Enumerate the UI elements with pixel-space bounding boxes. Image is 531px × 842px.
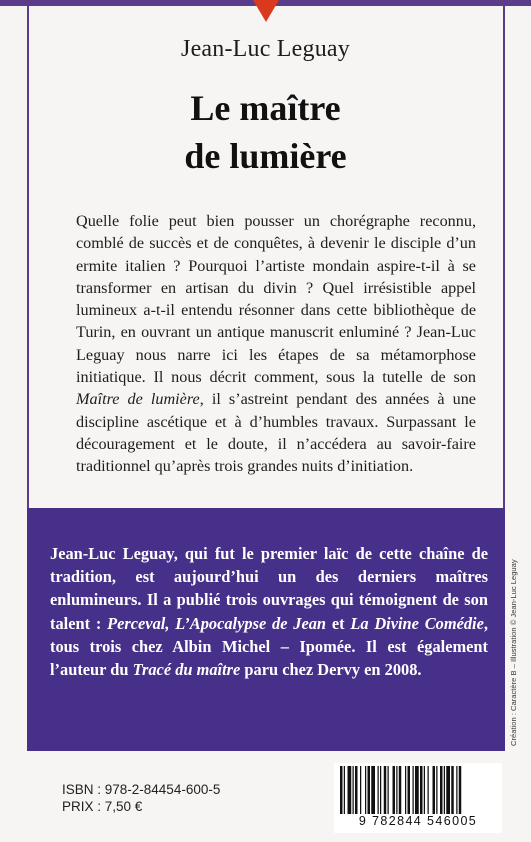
bio-work-4: Tracé du maître <box>132 660 241 680</box>
barcode-bar <box>444 766 445 814</box>
book-title <box>0 84 531 180</box>
barcode-bar <box>456 766 457 814</box>
barcode-bar <box>420 766 423 814</box>
bio-part-3: paru chez Dervy en 2008. <box>240 660 422 680</box>
barcode-bar <box>388 766 389 814</box>
barcode-bar <box>355 766 358 814</box>
barcode-area <box>334 763 502 833</box>
author-bio <box>50 542 488 681</box>
barcode-bar <box>368 766 371 814</box>
barcode-bar <box>365 766 366 814</box>
barcode-bar <box>415 766 419 814</box>
bio-part-1: Jean-Luc Leguay, qui fut le premier laïc de cette chaîne de tradition, est aujourd’hui un des derniers maîtres enlumineurs. Il a publié trois ouvrages qui témoignent de son talent : <box>50 544 488 633</box>
barcode-bar <box>433 766 436 814</box>
barcode-bar <box>371 766 375 814</box>
barcode-bar <box>428 766 429 814</box>
barcode-bar <box>380 766 381 814</box>
isbn: ISBN : 978-2-84454-600-5 <box>62 782 221 797</box>
barcode-bar <box>451 766 454 814</box>
title-line-2: de lumière <box>184 136 347 176</box>
bio-part-2: , tous trois chez Albin Michel – Ipomée. Il est également l’auteur du <box>50 613 488 680</box>
barcode-bar <box>378 766 379 814</box>
barcode-bar <box>399 766 402 814</box>
blurb-text <box>76 210 476 478</box>
barcode-bar <box>413 766 414 814</box>
barcode-bar <box>446 766 450 814</box>
barcode-bar <box>436 766 437 814</box>
barcode-bar <box>348 766 352 814</box>
blurb-part-2: , il s’astreint pendant des années à une discipline ascétique et à d’humbles travaux. Surpassant le découragement et le doute, il n’accédera au savoir-faire traditionnel qu’après trois grandes nuits d’initiation. <box>76 390 476 476</box>
barcode-bar <box>360 766 361 814</box>
blurb-italic: Maître de lumière <box>76 390 200 409</box>
barcode-bar <box>405 766 406 814</box>
barcode-bar <box>344 766 345 814</box>
blurb-part-1: Quelle folie peut bien pousser un chorégraphe reconnu, comblé de succès et de conquêtes, à devenir le disciple d’un ermite italien ? Pourquoi l’artiste mondain aspire-t-il à se transformer en artisan du divin ? Quel irrésistible appel lumineux a-t-il entendu résonner dans cette bibliothèque de Turin, en ouvrant un antique manuscrit enluminé ? Jean-Luc Leguay nous narre ici les étapes de sa métamorphose initiatique. Il nous décrit comment, sous la tutelle de son <box>76 212 476 387</box>
bio-work-3: La Divine Comédie <box>350 613 484 633</box>
barcode-bar <box>408 766 411 814</box>
credit-line: Création : Caractère B – Illustration © Jean-Luc Leguay <box>509 559 518 746</box>
bio-works: Perceval, L’Apocalypse de Jean <box>107 613 327 633</box>
red-triangle-marker <box>253 0 279 22</box>
barcode-bar <box>340 766 343 814</box>
price: PRIX : 7,50 € <box>62 799 143 814</box>
barcode-bar <box>384 766 387 814</box>
barcode-bar <box>424 766 425 814</box>
barcode-bar <box>393 766 396 814</box>
barcode-icon <box>340 766 496 816</box>
barcode-bar <box>396 766 397 814</box>
barcode-bar <box>440 766 443 814</box>
barcode-bar <box>353 766 354 814</box>
author-name: Jean-Luc Leguay <box>181 36 350 62</box>
bio-and: et <box>326 613 351 633</box>
title-line-1: Le maître <box>190 88 341 128</box>
barcode-number: 9 782844 546005 <box>358 814 478 828</box>
barcode-bar <box>459 766 462 814</box>
